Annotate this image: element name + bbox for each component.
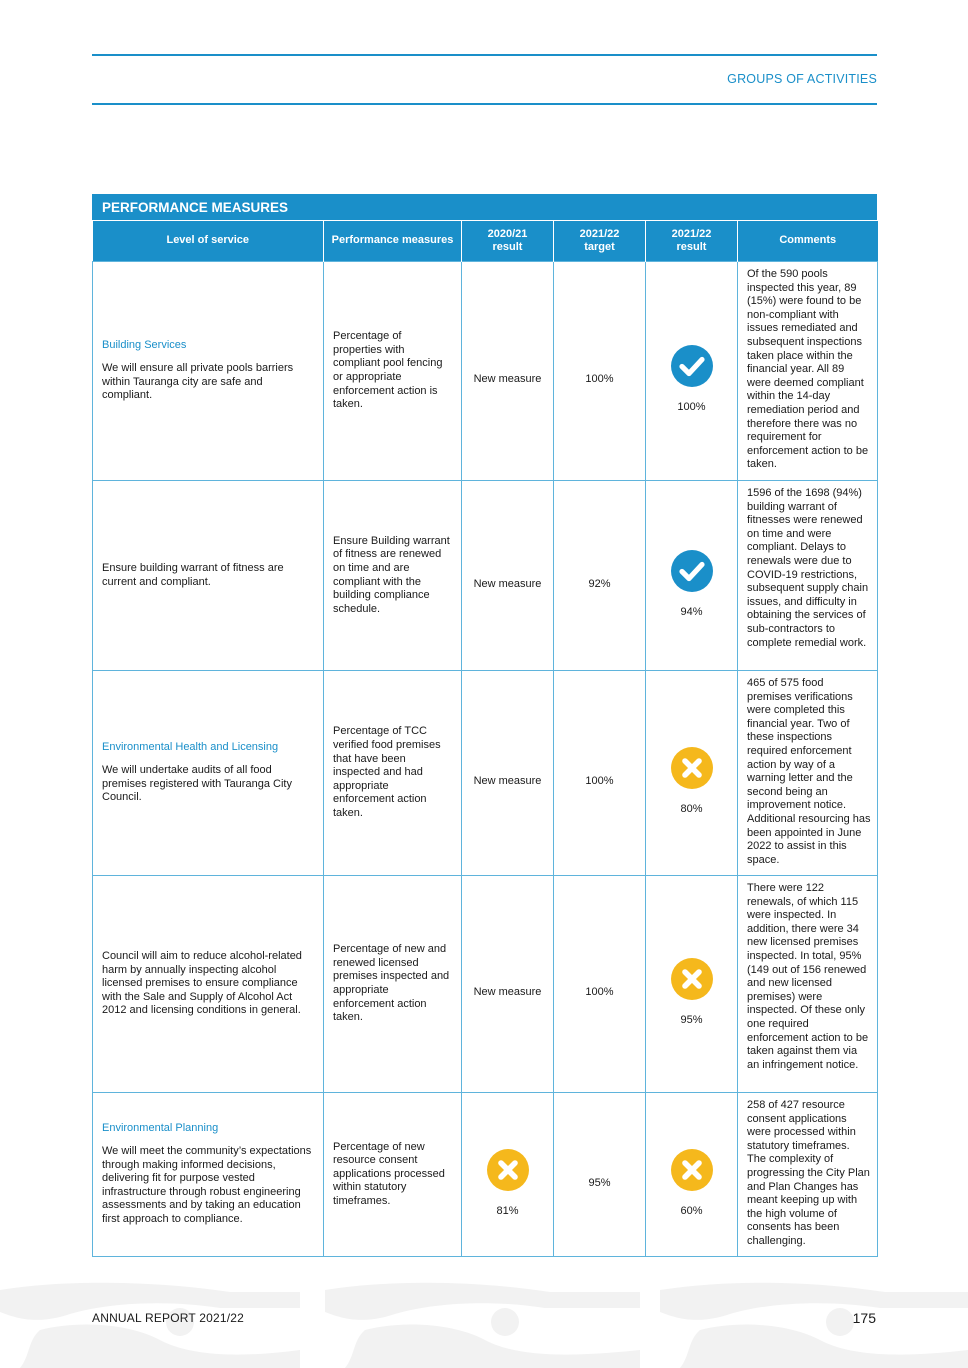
level-of-service-cell <box>93 1093 324 1257</box>
level-of-service-text: We will meet the community’s expectations through making informed decisions, delivering fit for purpose vested infrastructure through robust engineering assessments and by taking an education first approach to compliance. <box>102 1145 312 1225</box>
target-cell-value: 100% <box>585 986 614 999</box>
performance-measure-text: Ensure Building warrant of fitness are renewed on time and are compliant with the building compliance schedule. <box>333 534 450 615</box>
level-of-service-cell <box>93 262 324 481</box>
cross-not-achieved-icon <box>671 958 713 1000</box>
header-bottom-rule <box>92 103 877 105</box>
performance-measure-cell <box>324 876 462 1093</box>
prev-result-cell <box>462 876 554 1093</box>
col-2021-22-result: 2021/22 result <box>646 221 738 262</box>
cross-not-achieved-icon <box>487 1149 529 1191</box>
target-cell <box>554 876 646 1093</box>
result-cell-value: 80% <box>680 803 703 816</box>
level-of-service-text: We will ensure all private pools barriers within Tauranga city are safe and compliant. <box>102 361 294 402</box>
col-performance-measures: Performance measures <box>324 221 462 262</box>
service-group-title: Building Services <box>102 339 187 352</box>
table-title: PERFORMANCE MEASURES <box>92 194 877 221</box>
performance-measure-cell <box>324 671 462 876</box>
result-cell <box>646 671 738 876</box>
level-of-service-cell <box>93 481 324 671</box>
prev-result-cell-value: New measure <box>473 986 542 999</box>
service-group-title: Environmental Health and Licensing <box>102 741 279 754</box>
result-cell-value: 100% <box>677 401 706 414</box>
check-achieved-icon <box>671 550 713 592</box>
table-row <box>93 262 878 481</box>
result-cell-value: 94% <box>680 605 703 618</box>
target-cell <box>554 481 646 671</box>
level-of-service-text: We will undertake audits of all food premises registered with Tauranga City Council. <box>102 763 292 804</box>
check-achieved-icon <box>671 345 713 387</box>
comment-cell <box>738 262 878 481</box>
table-row <box>93 671 878 876</box>
col-comments: Comments <box>738 221 878 262</box>
performance-measure-text: Percentage of properties with compliant pool fencing or appropriate enforcement action is taken. <box>333 330 443 411</box>
col-2021-22-target: 2021/22 target <box>554 221 646 262</box>
comment-text: 1596 of the 1698 (94%) building warrant of fitnesses were renewed on time and were compliant. Delays to renewals were due to COVID-19 restrictions, subsequent supply chain issues, and difficulty in obtaining the services of sub-contractors to complete remedial work. <box>747 487 869 649</box>
service-group-title: Environmental Planning <box>102 1122 219 1135</box>
comment-cell <box>738 671 878 876</box>
col-2020-21-result: 2020/21 result <box>462 221 554 262</box>
result-cell-value: 95% <box>680 1014 703 1027</box>
prev-result-cell-value: New measure <box>473 373 542 386</box>
report-title: ANNUAL REPORT 2021/22 <box>92 1311 245 1325</box>
section-label: GROUPS OF ACTIVITIES <box>727 72 877 86</box>
performance-measures-table <box>92 194 877 1257</box>
target-cell-value: 92% <box>588 577 611 590</box>
cross-not-achieved-icon <box>671 747 713 789</box>
level-of-service-text: Council will aim to reduce alcohol-related harm by annually inspecting alcohol licensed premises to ensure compliance with the Sale and Supply of Alcohol Act 2012 and licensing conditions in general. <box>102 950 302 1017</box>
comment-text: 465 of 575 food premises verifications were completed this financial year. Two of these inspections required enforcement action by way of a warning letter and the second being an improvement notice. Additional resourcing has been appointed in June 2022 to assist in this space. <box>747 677 871 866</box>
target-cell-value: 100% <box>585 373 614 386</box>
prev-result-cell <box>462 1093 554 1257</box>
comment-text: Of the 590 pools inspected this year, 89 (15%) were found to be non-compliant with issues remediated and subsequent inspections taken place within the financial year. All 89 were deemed compliant within the 14-day remediation period and therefore there was no requirement for enforcement action to be taken. <box>747 268 869 471</box>
target-cell <box>554 262 646 481</box>
performance-measure-cell <box>324 481 462 671</box>
result-cell-value: 60% <box>680 1204 703 1217</box>
target-cell-value: 100% <box>585 775 614 788</box>
prev-result-cell <box>462 671 554 876</box>
page-number: 175 <box>852 1310 876 1326</box>
prev-result-cell-value: New measure <box>473 775 542 788</box>
result-cell <box>646 481 738 671</box>
comment-cell <box>738 876 878 1093</box>
performance-measure-cell <box>324 262 462 481</box>
comment-cell <box>738 1093 878 1257</box>
cross-not-achieved-icon <box>671 1149 713 1191</box>
prev-result-cell <box>462 262 554 481</box>
level-of-service-cell <box>93 876 324 1093</box>
table-row <box>93 1093 878 1257</box>
result-cell <box>646 876 738 1093</box>
performance-measure-cell <box>324 1093 462 1257</box>
header-top-rule <box>92 54 877 56</box>
level-of-service-text: Ensure building warrant of fitness are current and compliant. <box>102 561 284 588</box>
prev-result-cell <box>462 481 554 671</box>
performance-measure-text: Percentage of new and renewed licensed premises inspected and appropriate enforcement action taken. <box>333 943 450 1024</box>
comment-text: There were 122 renewals, of which 115 were inspected. In addition, there were 34 new licensed premises inspected. In total, 95% (149 out of 156 renewed and new licensed premises) were inspected. Of these only one required enforcement action to be taken against them via an infringement notice. <box>747 882 869 1071</box>
performance-measure-text: Percentage of TCC verified food premises that have been inspected and had appropriate enforcement action taken. <box>333 725 441 819</box>
comment-cell <box>738 481 878 671</box>
prev-result-cell-value: New measure <box>473 577 542 590</box>
result-cell <box>646 262 738 481</box>
prev-result-cell-value: 81% <box>496 1204 519 1217</box>
performance-measure-text: Percentage of new resource consent applications processed within statutory timeframes. <box>333 1140 445 1207</box>
table-row <box>93 481 878 671</box>
table-row <box>93 876 878 1093</box>
target-cell <box>554 671 646 876</box>
table-header-row <box>93 221 878 262</box>
comment-text: 258 of 427 resource consent applications were processed within statutory timeframes. The complexity of progressing the City Plan and Plan Changes has meant keeping up with the high volume of consents has been challenging. <box>747 1099 870 1247</box>
target-cell-value: 95% <box>588 1176 611 1189</box>
target-cell <box>554 1093 646 1257</box>
level-of-service-cell <box>93 671 324 876</box>
col-level-of-service: Level of service <box>93 221 324 262</box>
result-cell <box>646 1093 738 1257</box>
